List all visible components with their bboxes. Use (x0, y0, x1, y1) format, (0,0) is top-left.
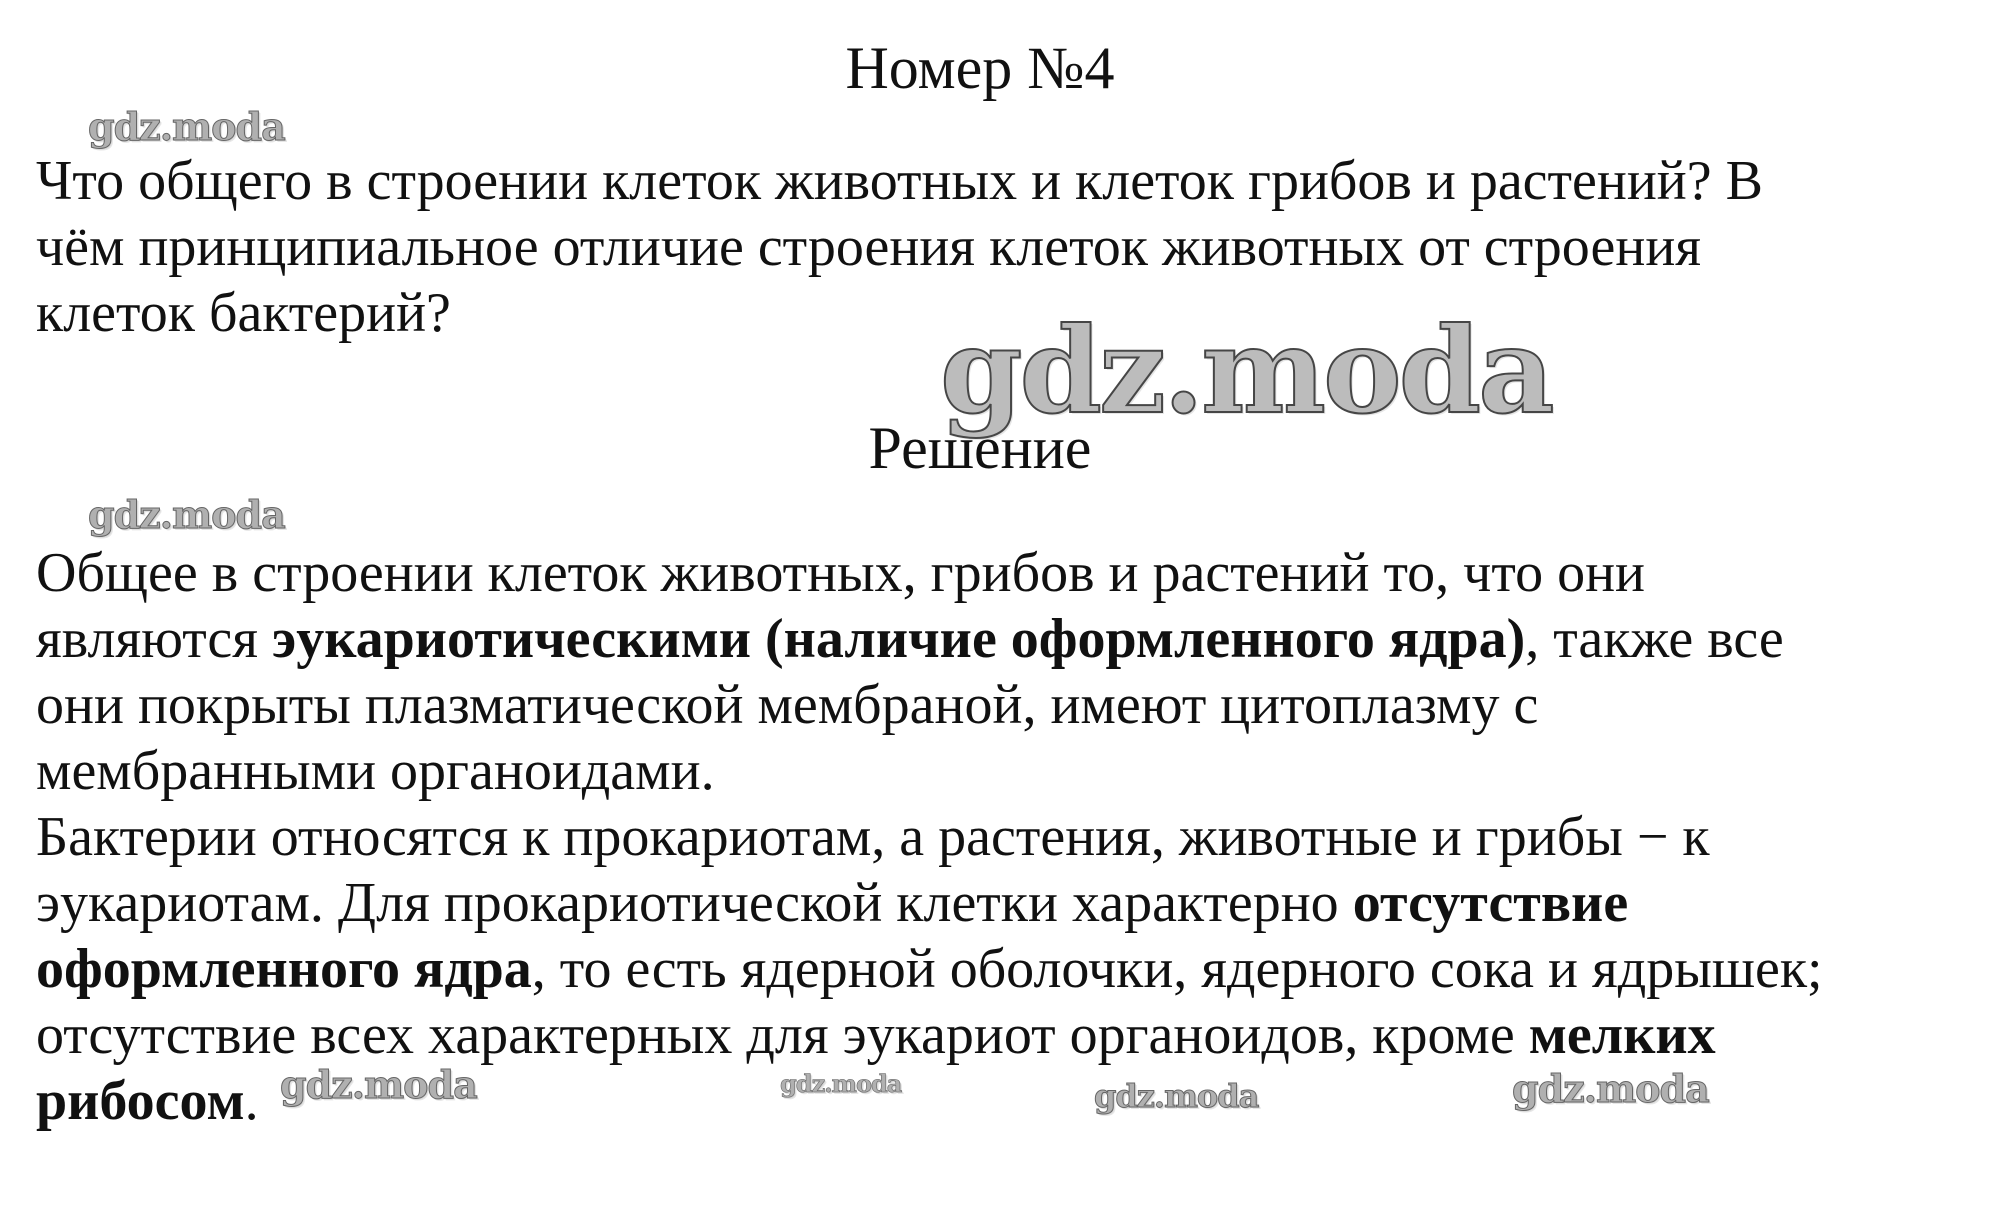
question-line: клеток бактерий? (36, 282, 451, 344)
watermark-logo: gdz.moda (1094, 1077, 1259, 1115)
question-line: Что общего в строении клеток животных и клеток грибов и растений? В (36, 150, 1763, 212)
answer-bold-text: эукариотическими (наличие оформленного ядра) (272, 608, 1526, 670)
watermark-logo: gdz.moda (88, 492, 285, 537)
watermark-logo: gdz.moda (88, 104, 285, 149)
watermark-logo: gdz.moda (1512, 1066, 1709, 1111)
answer-text: , также все (1525, 608, 1784, 670)
watermark-logo: gdz.moda (940, 301, 1552, 440)
watermark-logo: gdz.moda (280, 1062, 477, 1107)
answer-text: . (244, 1070, 259, 1132)
answer-text: они покрыты плазматической мембраной, имеют цитоплазму с (36, 674, 1539, 736)
watermark-logo: gdz.moda (780, 1069, 902, 1098)
answer-paragraph-1 (36, 540, 1976, 804)
answer-text: эукариотам. Для прокариотической клетки характерно (36, 872, 1353, 934)
answer-bold-text: мелких (1528, 1004, 1716, 1066)
solution-title: Решение (868, 415, 1092, 481)
task-title: Номер №4 (845, 35, 1115, 101)
document-page (36, 0, 1976, 1206)
answer-text: Бактерии относятся к прокариотам, а растения, животные и грибы − к (36, 806, 1710, 868)
answer-text: отсутствие всех характерных для эукариот органоидов, кроме (36, 1004, 1529, 1066)
answer-bold-text: оформленного ядра (36, 938, 532, 1000)
answer-text: , то есть ядерной оболочки, ядерного сока и ядрышек; (531, 938, 1823, 1000)
answer-text: мембранными органоидами. (36, 740, 715, 802)
answer-bold-text: отсутствие (1352, 872, 1629, 934)
answer-text: Общее в строении клеток животных, грибов и растений то, что они (36, 542, 1646, 604)
question-line: чём принципиальное отличие строения клеток животных от строения (36, 216, 1702, 278)
answer-text: являются (36, 608, 273, 670)
answer-bold-text: рибосом (36, 1070, 245, 1132)
